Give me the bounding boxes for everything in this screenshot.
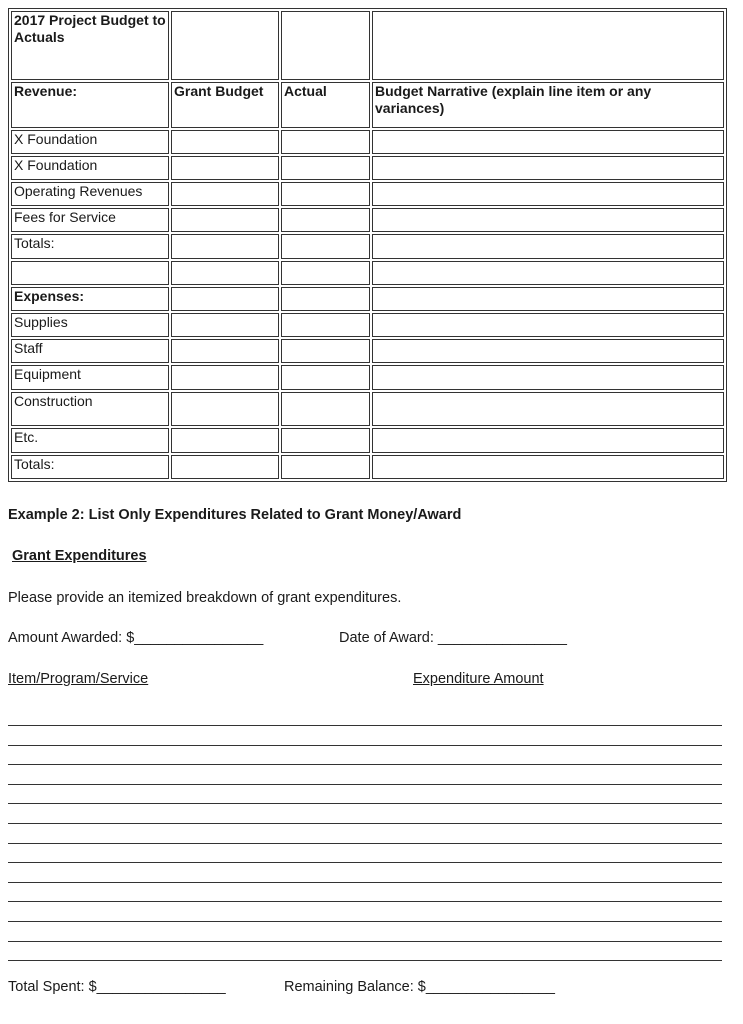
table-title: 2017 Project Budget to Actuals bbox=[11, 11, 169, 80]
table-cell[interactable] bbox=[171, 261, 279, 285]
grant-expenditures-heading: Grant Expenditures bbox=[12, 548, 147, 564]
table-row bbox=[11, 365, 724, 389]
table-cell[interactable] bbox=[281, 261, 370, 285]
row-label: Expenses: bbox=[11, 287, 169, 311]
row-label: Staff bbox=[11, 339, 169, 363]
total-spent-field[interactable]: Total Spent: $________________ bbox=[8, 979, 226, 995]
row-label: X Foundation bbox=[11, 156, 169, 180]
row-label: Fees for Service bbox=[11, 208, 169, 232]
table-cell[interactable] bbox=[171, 392, 279, 427]
table-cell[interactable] bbox=[372, 287, 724, 311]
row-label: Etc. bbox=[11, 428, 169, 452]
row-label: Operating Revenues bbox=[11, 182, 169, 206]
table-cell[interactable] bbox=[171, 428, 279, 452]
date-of-award-field[interactable]: Date of Award: ________________ bbox=[339, 630, 567, 646]
table-cell[interactable] bbox=[372, 234, 724, 258]
table-cell[interactable] bbox=[171, 234, 279, 258]
amount-awarded-field[interactable]: Amount Awarded: $________________ bbox=[8, 630, 264, 646]
table-cell[interactable] bbox=[372, 182, 724, 206]
table-cell[interactable] bbox=[171, 339, 279, 363]
table-cell[interactable] bbox=[281, 208, 370, 232]
table-cell[interactable] bbox=[372, 365, 724, 389]
table-cell[interactable] bbox=[372, 392, 724, 427]
item-program-service-label: Item/Program/Service bbox=[8, 671, 149, 687]
actual-header: Actual bbox=[281, 82, 370, 127]
table-cell[interactable] bbox=[171, 365, 279, 389]
table-cell[interactable] bbox=[281, 156, 370, 180]
table-cell[interactable] bbox=[171, 130, 279, 154]
table-cell[interactable] bbox=[171, 455, 279, 479]
blank-line[interactable] bbox=[8, 901, 722, 902]
remaining-balance-field[interactable]: Remaining Balance: $________________ bbox=[284, 979, 555, 995]
row-label: X Foundation bbox=[11, 130, 169, 154]
table-row bbox=[11, 287, 724, 311]
blank-line[interactable] bbox=[8, 941, 722, 942]
blank-line[interactable] bbox=[8, 745, 722, 746]
row-label bbox=[11, 261, 169, 285]
table-cell[interactable] bbox=[171, 313, 279, 337]
blank-line[interactable] bbox=[8, 862, 722, 863]
row-label: Equipment bbox=[11, 365, 169, 389]
row-label: Construction bbox=[11, 392, 169, 427]
table-cell[interactable] bbox=[171, 182, 279, 206]
expenditure-amount-label: Expenditure Amount bbox=[413, 671, 544, 687]
table-row bbox=[11, 234, 724, 258]
table-cell[interactable] bbox=[171, 287, 279, 311]
blank-line[interactable] bbox=[8, 882, 722, 883]
blank-line[interactable] bbox=[8, 843, 722, 844]
table-cell[interactable] bbox=[281, 11, 370, 80]
table-cell[interactable] bbox=[171, 156, 279, 180]
table-cell[interactable] bbox=[372, 339, 724, 363]
blank-line[interactable] bbox=[8, 960, 722, 961]
blank-line[interactable] bbox=[8, 725, 722, 726]
table-cell[interactable] bbox=[281, 182, 370, 206]
instruction-text: Please provide an itemized breakdown of grant expenditures. bbox=[8, 590, 402, 606]
table-row bbox=[11, 130, 724, 154]
grant-budget-header: Grant Budget bbox=[171, 82, 279, 127]
narrative-header: Budget Narrative (explain line item or any variances) bbox=[372, 82, 724, 127]
table-cell[interactable] bbox=[171, 208, 279, 232]
table-cell[interactable] bbox=[281, 365, 370, 389]
table-row bbox=[11, 339, 724, 363]
table-cell[interactable] bbox=[281, 313, 370, 337]
row-label: Totals: bbox=[11, 234, 169, 258]
table-row bbox=[11, 455, 724, 479]
blank-line[interactable] bbox=[8, 823, 722, 824]
table-cell[interactable] bbox=[171, 11, 279, 80]
table-cell[interactable] bbox=[372, 156, 724, 180]
blank-line[interactable] bbox=[8, 764, 722, 765]
table-cell[interactable] bbox=[372, 455, 724, 479]
table-cell[interactable] bbox=[281, 287, 370, 311]
table-row bbox=[11, 156, 724, 180]
blank-line[interactable] bbox=[8, 921, 722, 922]
table-cell[interactable] bbox=[372, 130, 724, 154]
table-cell[interactable] bbox=[372, 11, 724, 80]
revenue-header: Revenue: bbox=[11, 82, 169, 127]
table-cell[interactable] bbox=[372, 261, 724, 285]
table-row bbox=[11, 208, 724, 232]
table-cell[interactable] bbox=[281, 234, 370, 258]
table-cell[interactable] bbox=[372, 313, 724, 337]
table-cell[interactable] bbox=[281, 130, 370, 154]
row-label: Totals: bbox=[11, 455, 169, 479]
table-row bbox=[11, 182, 724, 206]
budget-table bbox=[8, 8, 727, 482]
table-row bbox=[11, 428, 724, 452]
table-cell[interactable] bbox=[281, 392, 370, 427]
table-cell[interactable] bbox=[281, 428, 370, 452]
table-cell[interactable] bbox=[281, 455, 370, 479]
table-row bbox=[11, 313, 724, 337]
table-cell[interactable] bbox=[281, 339, 370, 363]
table-cell[interactable] bbox=[372, 428, 724, 452]
table-row bbox=[11, 261, 724, 285]
row-label: Supplies bbox=[11, 313, 169, 337]
blank-line[interactable] bbox=[8, 784, 722, 785]
blank-line[interactable] bbox=[8, 803, 722, 804]
table-cell[interactable] bbox=[372, 208, 724, 232]
example-2-heading: Example 2: List Only Expenditures Related to Grant Money/Award bbox=[8, 507, 462, 523]
table-row bbox=[11, 392, 724, 427]
